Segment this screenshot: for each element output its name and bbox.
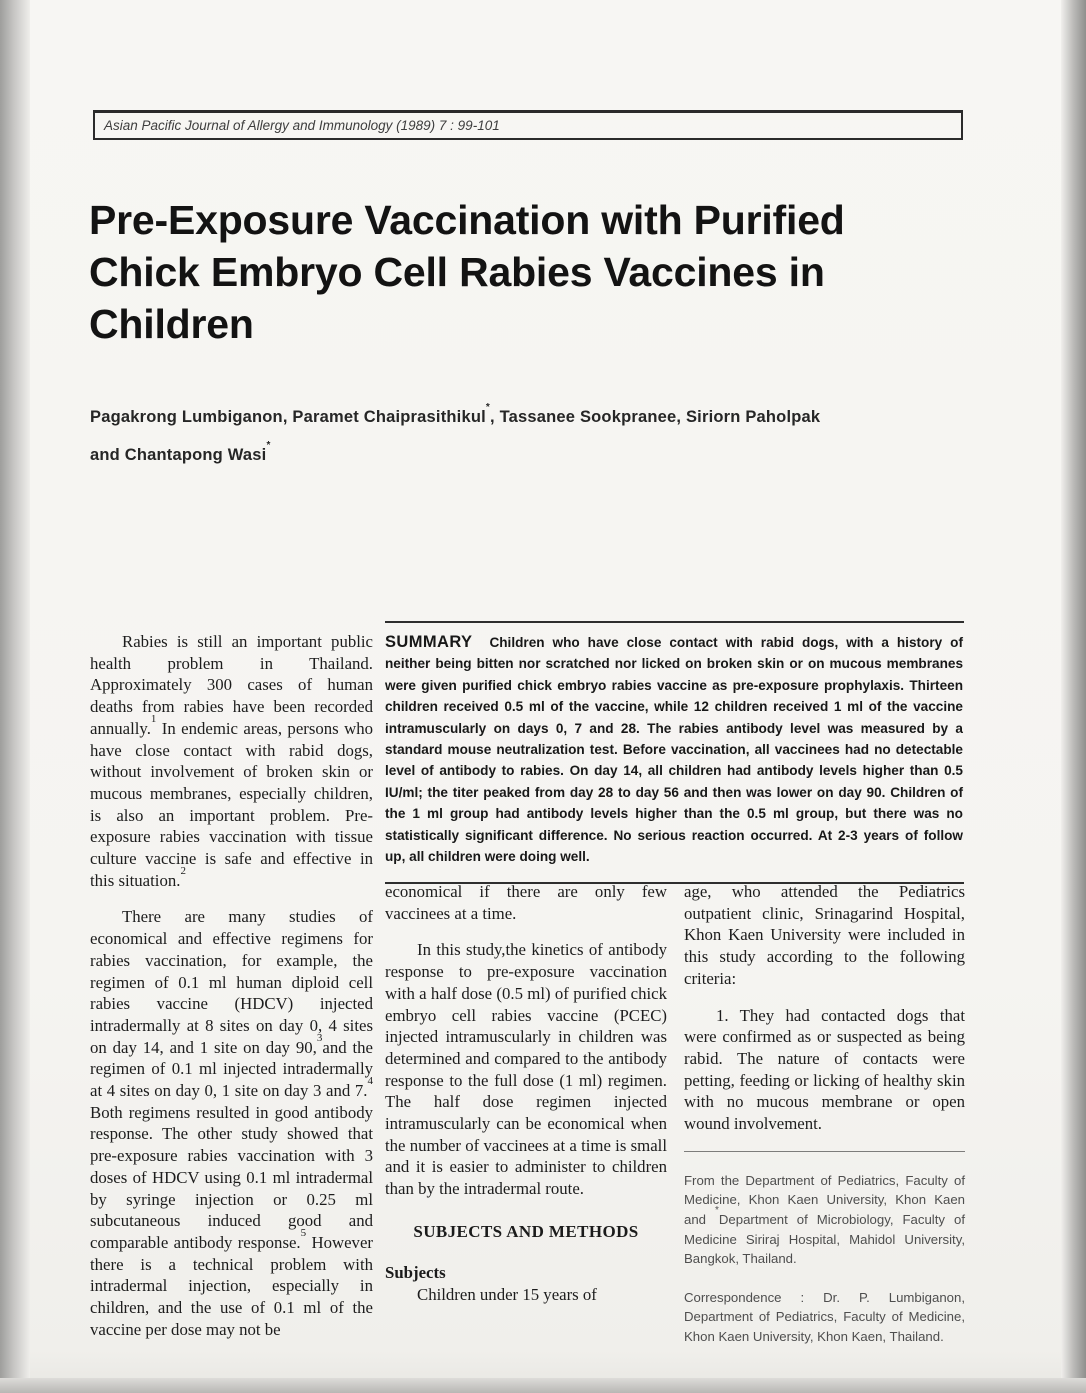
body-paragraph: In this study,the kinetics of antibody response to pre-exposure vaccination with a half dose (0.5 ml) of purified chick embryo cell rabies vaccine (PCEC) injected intramuscularly in children was determined and compared to the antibody response to the full dose (1 ml) regimen. The half dose regimen injected intramuscularly can be economical when the number of vaccinees at a time is small and it is easier to administer to children than by the intradermal route. bbox=[385, 940, 667, 1199]
middle-column bbox=[385, 881, 667, 1306]
intro-paragraph-2: There are many studies of economical and effective regimens for rabies vaccination, for example, the regimen of 0.1 ml human diploid cell rabies vaccine (HDCV) injected intradermally at 8 sites on day 0, 4 sites on day 14, and 1 site on day 90,$^3$and the regimen of 0.1 ml injected intradermally at 4 sites on day 0, 1 site on day 3 and 7.$^4$ Both regimens resulted in good antibody response. The other study showed that pre-exposure rabies vaccination with 3 doses of HDCV using 0.1 ml intradermal by syringe injection or 0.25 ml subcutaneous induced good and comparable antibody response.$^5$ However there is a technical problem with intradermal injection, especially in children, and the use of 0.1 ml of the vaccine per dose may not be bbox=[90, 907, 373, 1339]
reference-mark: 4 bbox=[367, 1075, 373, 1088]
journal-citation: Asian Pacific Journal of Allergy and Immunology (1989) 7 : 99-101 bbox=[104, 118, 500, 133]
body-paragraph: age, who attended the Pediatrics outpatient clinic, Srinagarind Hospital, Khon Kaen University were included in this study according to the following criteria: bbox=[684, 882, 965, 988]
body-paragraph: economical if there are only few vaccinees at a time. bbox=[385, 882, 667, 923]
summary-label: SUMMARY bbox=[385, 633, 473, 651]
author-line-2 bbox=[90, 436, 970, 474]
subsection-heading-subjects: Subjects bbox=[385, 1262, 446, 1282]
article-title bbox=[89, 194, 969, 350]
correspondence-footnote: Correspondence : Dr. P. Lumbiganon, Department of Pediatrics, Faculty of Medicine, Khon Kaen University, Khon Kaen, Thailand. bbox=[684, 1289, 965, 1344]
reference-mark: 2 bbox=[180, 865, 186, 878]
right-column bbox=[684, 881, 965, 1346]
body-paragraph: Children under 15 years of bbox=[417, 1285, 597, 1305]
summary-paragraph bbox=[385, 632, 963, 867]
author-list bbox=[90, 398, 970, 474]
author-line-1 bbox=[90, 398, 970, 436]
title-line-3: Children bbox=[89, 301, 254, 347]
summary-body: Children who have close contact with rabid dogs, with a history of neither being bitten nor scratched nor licked on broken skin or on mucous membranes were given purified chick embryo rabies vaccine as pre-exposure prophylaxis. Thirteen children received 0.5 ml of the vaccine, while 12 children received 1 ml of the vaccine intramuscularly on days 0, 7 and 28. The rabies antibody level was measured by a standard mouse neutralization test. Before vaccination, all vaccinees had no detectable level of antibody to rabies. On day 14, all children had antibody levels higher than 0.5 IU/ml; the titer peaked from day 28 to day 56 and then was lower on day 90. Children of the 1 ml group had antibody levels higher than the 0.5 ml group, but there was no statistically significant difference. No serious reaction occurred. At 2-3 years of follow up, all children were doing well. bbox=[385, 635, 963, 865]
summary-box bbox=[385, 621, 964, 884]
author-affiliation-mark: * bbox=[485, 401, 490, 413]
title-line-1: Pre-Exposure Vaccination with Purified bbox=[89, 197, 845, 243]
reference-mark: 1 bbox=[150, 713, 157, 726]
footnote-divider bbox=[684, 1151, 965, 1152]
left-column bbox=[90, 631, 373, 1341]
title-line-2: Chick Embryo Cell Rabies Vaccines in bbox=[89, 249, 825, 295]
scan-edge-left bbox=[0, 0, 30, 1393]
reference-mark: 3 bbox=[316, 1032, 323, 1045]
reference-mark: 5 bbox=[300, 1227, 307, 1240]
body-paragraph: 1. They had contacted dogs that were confirmed as or suspected as being rabid. The nature of contacts were petting, feeding or licking of healthy skin with no mucous membrane or open wound involvement. bbox=[684, 1005, 965, 1134]
section-heading-subjects-and-methods: SUBJECTS AND METHODS bbox=[413, 1221, 639, 1241]
scan-edge-bottom bbox=[0, 1378, 1086, 1393]
affiliation-footnote: From the Department of Pediatrics, Faculty of Medicine, Khon Kaen University, Khon Kaen and *Department of Microbiology, Faculty of Medicine Siriraj Hospital, Mahidol University, Bangkok, Thailand. bbox=[684, 1172, 965, 1267]
affiliation-mark: * bbox=[715, 1204, 719, 1216]
author-names: Pagakrong Lumbiganon, Paramet Chaiprasithikul bbox=[90, 408, 486, 426]
author-names: , Tassanee Sookpranee, Siriorn Paholpak bbox=[490, 408, 821, 426]
scan-edge-right bbox=[1061, 0, 1086, 1393]
author-names: and Chantapong Wasi bbox=[90, 446, 267, 464]
author-affiliation-mark: * bbox=[266, 439, 271, 451]
intro-paragraph-1: Rabies is still an important public health problem in Thailand. Approximately 300 cases of human deaths from rabies have been recorded annually.$^1$ In endemic areas, persons who have close contact with rabid dogs, without involvement of broken skin or mucous membranes, especially children, is also an important problem. Pre-exposure rabies vaccination with tissue culture vaccine is safe and effective in this situation.$^2$ bbox=[90, 632, 373, 890]
journal-citation-box bbox=[93, 110, 963, 140]
